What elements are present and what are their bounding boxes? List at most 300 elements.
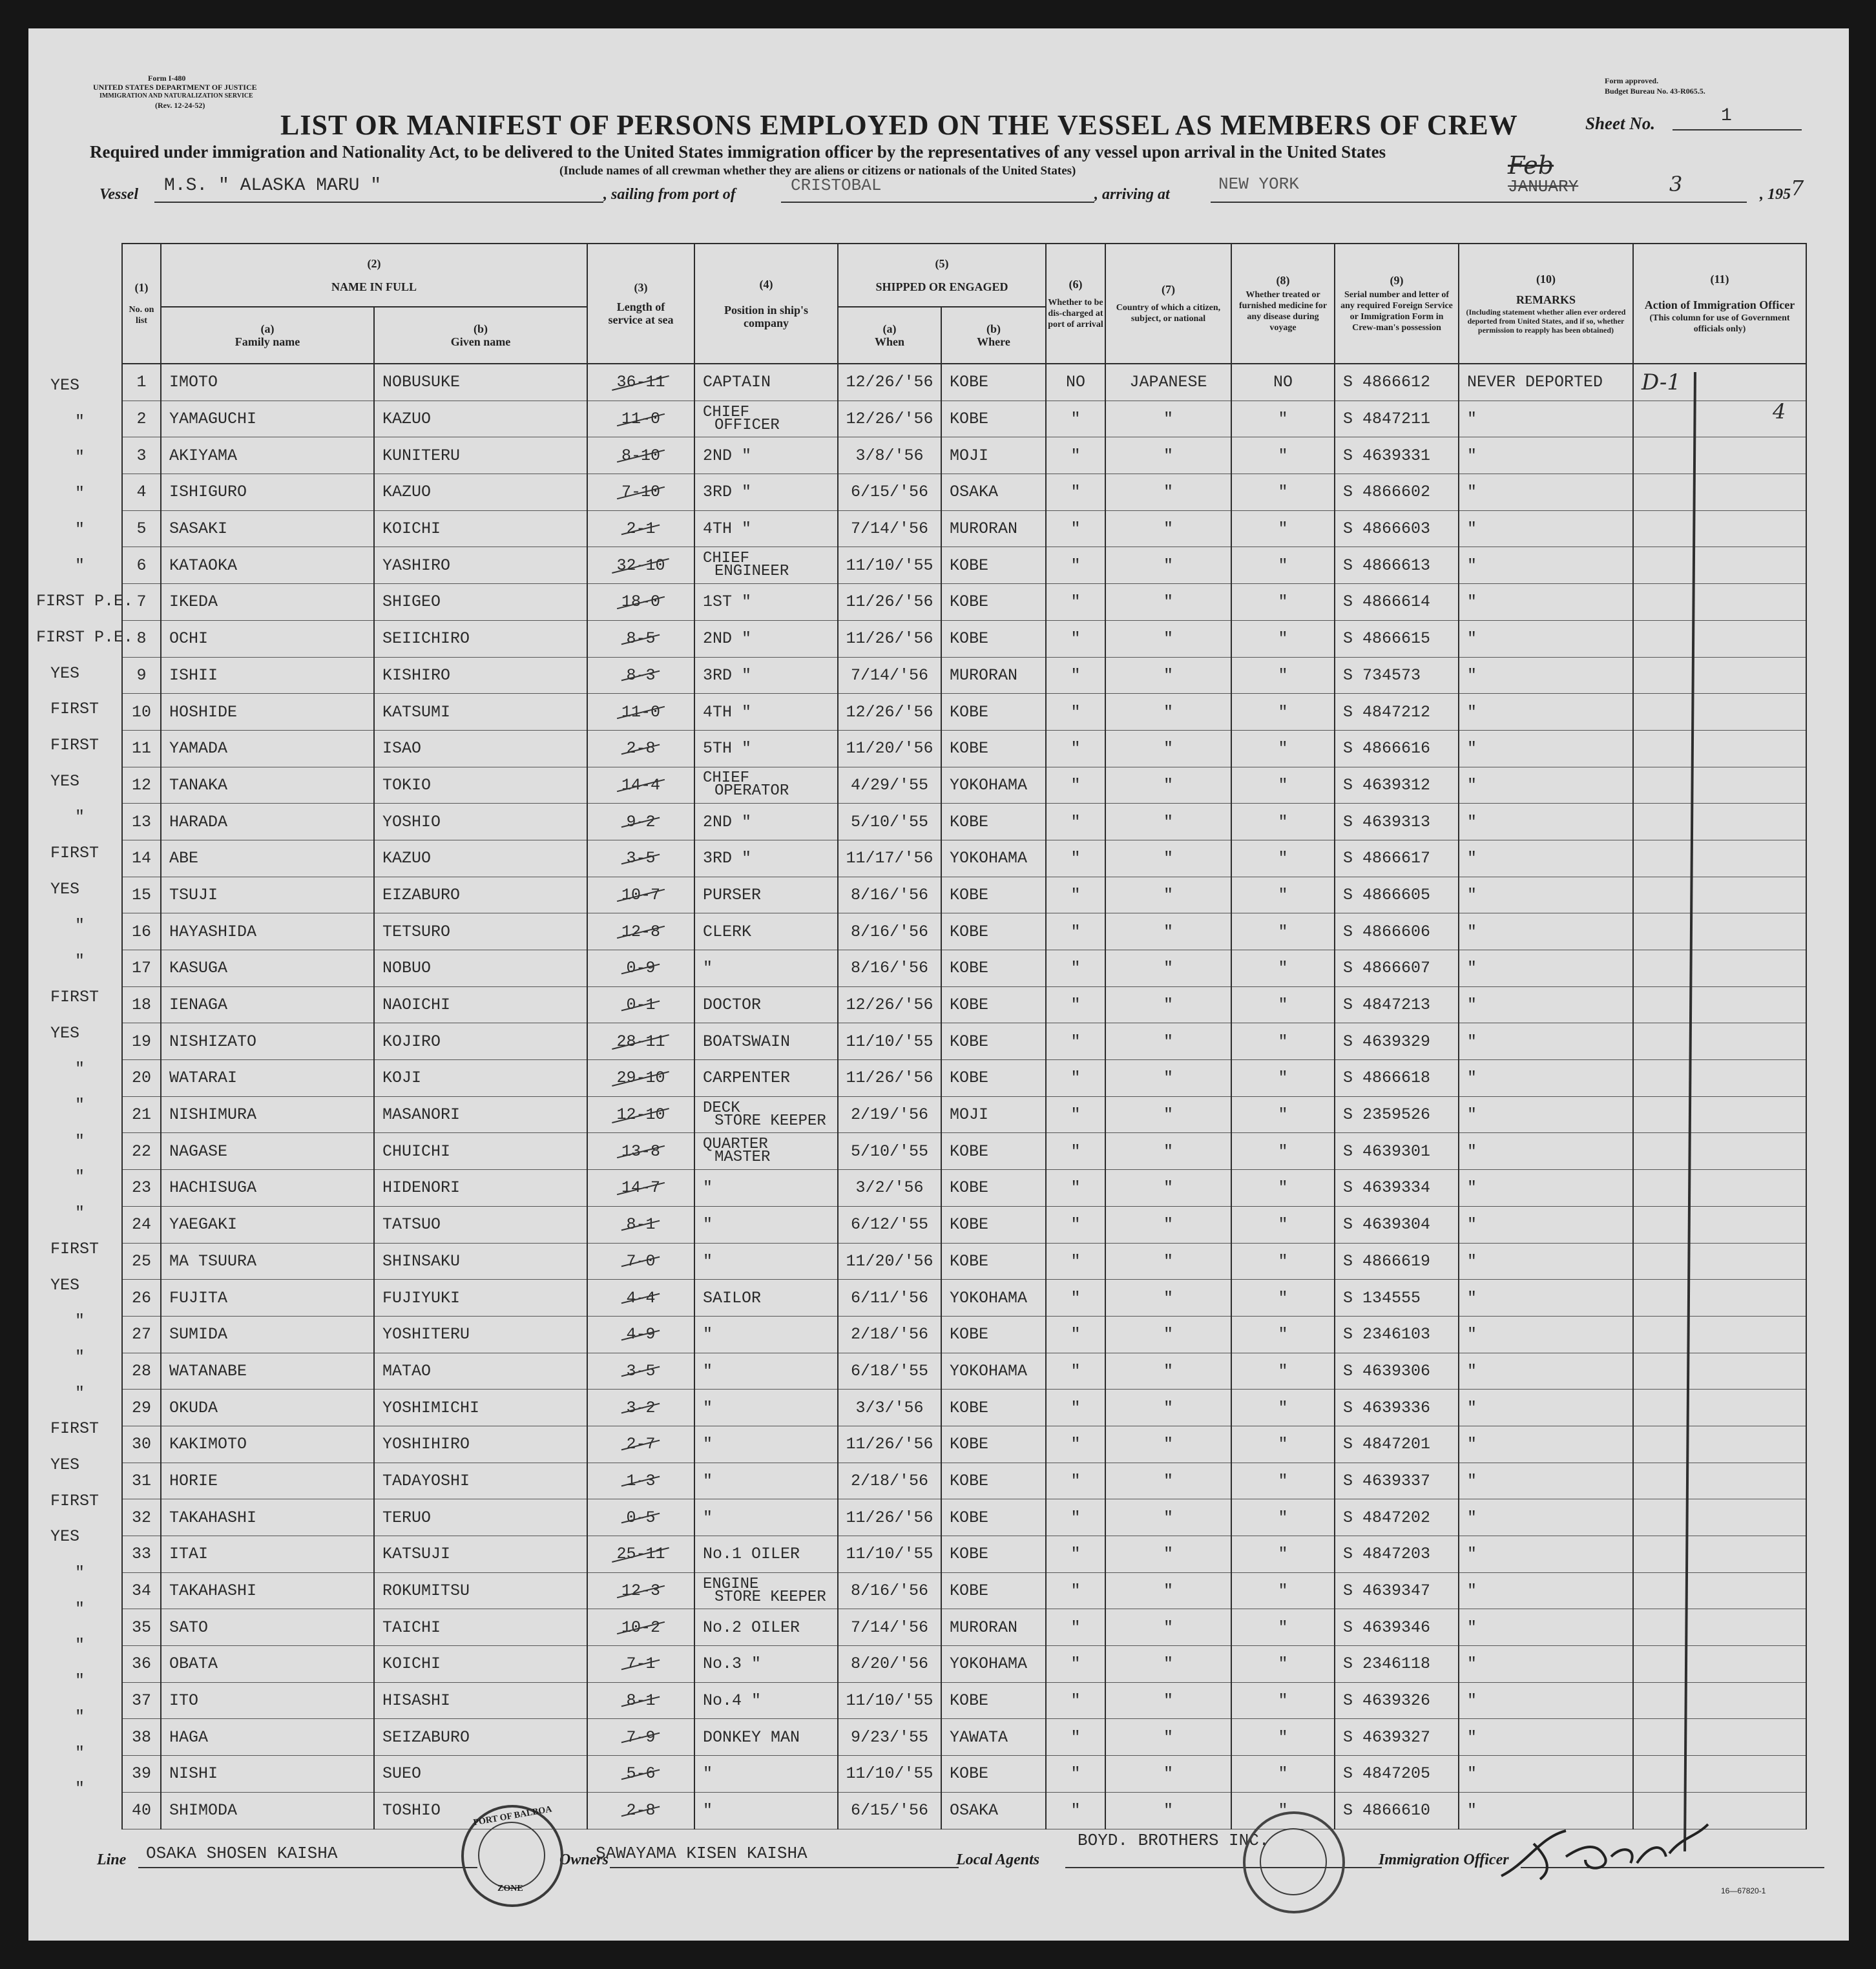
shipped-when-cell: 12/26/'56 bbox=[838, 364, 941, 401]
remarks-cell: " bbox=[1459, 547, 1633, 584]
position-cell: PURSER bbox=[694, 877, 838, 913]
sailing-label: , sailing from port of bbox=[603, 186, 736, 203]
action-cell bbox=[1633, 547, 1806, 584]
position-cell: 3RD " bbox=[694, 840, 838, 877]
family-name-cell: WATARAI bbox=[161, 1060, 374, 1097]
table-row bbox=[122, 1719, 1806, 1756]
margin-mark: " bbox=[75, 1779, 85, 1798]
action-cell bbox=[1633, 1756, 1806, 1793]
row-number-cell: 21 bbox=[122, 1096, 161, 1133]
service-length-cell: 7-1 bbox=[587, 1646, 694, 1683]
family-name-cell: MA TSUURA bbox=[161, 1243, 374, 1280]
shipped-where-cell: OSAKA bbox=[941, 474, 1046, 511]
family-name-cell: OCHI bbox=[161, 620, 374, 657]
given-name-cell: SHINSAKU bbox=[374, 1243, 587, 1280]
agents-value: BOYD. BROTHERS INC. bbox=[1078, 1831, 1269, 1850]
margin-mark: YES bbox=[50, 663, 80, 683]
remarks-cell: " bbox=[1459, 1426, 1633, 1463]
given-name-cell: YOSHIHIRO bbox=[374, 1426, 587, 1463]
serial-number-cell: S 4866610 bbox=[1335, 1792, 1459, 1829]
position-cell: " bbox=[694, 1243, 838, 1280]
remarks-cell: " bbox=[1459, 620, 1633, 657]
family-name-cell: OBATA bbox=[161, 1646, 374, 1683]
row-number-cell: 14 bbox=[122, 840, 161, 877]
given-name-cell: FUJIYUKI bbox=[374, 1280, 587, 1317]
action-cell bbox=[1633, 1390, 1806, 1426]
medicine-cell: " bbox=[1231, 1756, 1335, 1793]
given-name-cell: TAICHI bbox=[374, 1609, 587, 1646]
discharged-cell: " bbox=[1046, 840, 1105, 877]
shipped-when-cell: 2/18/'56 bbox=[838, 1463, 941, 1499]
country-cell: " bbox=[1105, 1719, 1231, 1756]
given-name-cell: MATAO bbox=[374, 1353, 587, 1390]
position-cell: QUARTER MASTER bbox=[694, 1133, 838, 1170]
officer-signature bbox=[1488, 1818, 1721, 1889]
shipped-when-cell: 11/10/'55 bbox=[838, 1756, 941, 1793]
discharged-cell: " bbox=[1046, 986, 1105, 1023]
medicine-cell: " bbox=[1231, 913, 1335, 950]
shipped-where-cell: MOJI bbox=[941, 1096, 1046, 1133]
given-name-cell: KATSUMI bbox=[374, 694, 587, 731]
service-length-cell: 12-10 bbox=[587, 1096, 694, 1133]
remarks-cell: " bbox=[1459, 1499, 1633, 1536]
serial-number-cell: S 4639306 bbox=[1335, 1353, 1459, 1390]
position-cell: CAPTAIN bbox=[694, 364, 838, 401]
shipped-when-cell: 3/3/'56 bbox=[838, 1390, 941, 1426]
row-number-cell: 39 bbox=[122, 1756, 161, 1793]
remarks-cell: " bbox=[1459, 950, 1633, 987]
margin-mark: FIRST bbox=[50, 987, 99, 1006]
margin-mark: YES bbox=[50, 771, 80, 791]
given-name-cell: NAOICHI bbox=[374, 986, 587, 1023]
shipped-where-cell: KOBE bbox=[941, 1572, 1046, 1609]
row-number-cell: 28 bbox=[122, 1353, 161, 1390]
country-cell: " bbox=[1105, 767, 1231, 804]
margin-mark: " bbox=[75, 1347, 85, 1366]
discharged-cell: " bbox=[1046, 620, 1105, 657]
arrival-day: 3 bbox=[1669, 172, 1683, 196]
position-cell: " bbox=[694, 1353, 838, 1390]
discharged-cell: " bbox=[1046, 1280, 1105, 1317]
row-number-cell: 36 bbox=[122, 1646, 161, 1683]
shipped-when-cell: 11/10/'55 bbox=[838, 1682, 941, 1719]
given-name-cell: MASANORI bbox=[374, 1096, 587, 1133]
margin-mark: FIRST P.E. bbox=[36, 592, 134, 611]
row-number-cell: 1 bbox=[122, 364, 161, 401]
shipped-when-cell: 7/14/'56 bbox=[838, 1609, 941, 1646]
row-number-cell: 8 bbox=[122, 620, 161, 657]
family-name-cell: TANAKA bbox=[161, 767, 374, 804]
row-number-cell: 13 bbox=[122, 804, 161, 840]
position-cell: " bbox=[694, 1316, 838, 1353]
family-name-subheader: (a) Family name bbox=[161, 307, 374, 364]
country-cell: " bbox=[1105, 620, 1231, 657]
country-cell: " bbox=[1105, 1170, 1231, 1207]
service-length-cell: 0-9 bbox=[587, 950, 694, 987]
shipped-where-cell: KOBE bbox=[941, 1463, 1046, 1499]
discharged-cell: " bbox=[1046, 1316, 1105, 1353]
given-name-cell: HIDENORI bbox=[374, 1170, 587, 1207]
row-number-cell: 27 bbox=[122, 1316, 161, 1353]
required-statement: Required under immigration and Nationality Act, to be delivered to the United States immigration officer by the representatives of any vessel upon arrival in the United States bbox=[90, 142, 1386, 161]
service-length-cell: 7-10 bbox=[587, 474, 694, 511]
action-cell bbox=[1633, 1426, 1806, 1463]
service-length-cell: 28-11 bbox=[587, 1023, 694, 1060]
discharged-cell: " bbox=[1046, 804, 1105, 840]
service-length-cell: 1-3 bbox=[587, 1463, 694, 1499]
position-cell: " bbox=[694, 1499, 838, 1536]
position-cell: 1ST " bbox=[694, 584, 838, 621]
discharged-cell: " bbox=[1046, 1133, 1105, 1170]
shipped-where-cell: MURORAN bbox=[941, 510, 1046, 547]
family-name-cell: HACHISUGA bbox=[161, 1170, 374, 1207]
col-4-header: (4) Position in ship's company bbox=[694, 244, 838, 364]
sailing-underline bbox=[781, 202, 1094, 203]
margin-mark: YES bbox=[50, 879, 80, 899]
service-length-cell: 2-8 bbox=[587, 1792, 694, 1829]
medicine-cell: " bbox=[1231, 1536, 1335, 1573]
remarks-cell: " bbox=[1459, 1609, 1633, 1646]
position-cell: SAILOR bbox=[694, 1280, 838, 1317]
medicine-cell: " bbox=[1231, 1060, 1335, 1097]
discharged-cell: " bbox=[1046, 767, 1105, 804]
shipped-when-cell: 11/26/'56 bbox=[838, 1426, 941, 1463]
action-cell bbox=[1633, 1463, 1806, 1499]
position-cell: 2ND " bbox=[694, 620, 838, 657]
position-cell: CHIEF OFFICER bbox=[694, 401, 838, 437]
sheet-underline bbox=[1673, 129, 1802, 130]
action-cell bbox=[1633, 1096, 1806, 1133]
shipped-when-cell: 5/10/'55 bbox=[838, 804, 941, 840]
row-number-cell: 3 bbox=[122, 437, 161, 474]
row-number-cell: 31 bbox=[122, 1463, 161, 1499]
service-length-cell: 2-8 bbox=[587, 730, 694, 767]
country-cell: " bbox=[1105, 877, 1231, 913]
medicine-cell: " bbox=[1231, 1792, 1335, 1829]
margin-mark: FIRST bbox=[50, 700, 99, 719]
discharged-cell: " bbox=[1046, 1390, 1105, 1426]
service-length-cell: 18-0 bbox=[587, 584, 694, 621]
medicine-cell: " bbox=[1231, 730, 1335, 767]
when-subheader: (a) When bbox=[838, 307, 941, 364]
remarks-cell: " bbox=[1459, 657, 1633, 694]
discharged-cell: " bbox=[1046, 1719, 1105, 1756]
table-row bbox=[122, 1316, 1806, 1353]
service-length-cell: 3-5 bbox=[587, 1353, 694, 1390]
col-6-header: (6) Whether to be dis-charged at port of arrival bbox=[1046, 244, 1105, 364]
position-cell: 3RD " bbox=[694, 474, 838, 511]
given-name-cell: NOBUO bbox=[374, 950, 587, 987]
remarks-cell: " bbox=[1459, 1023, 1633, 1060]
medicine-cell: " bbox=[1231, 1096, 1335, 1133]
serial-number-cell: S 4639346 bbox=[1335, 1609, 1459, 1646]
family-name-cell: HAGA bbox=[161, 1719, 374, 1756]
vessel-label: Vessel bbox=[99, 186, 138, 203]
row-number-cell: 34 bbox=[122, 1572, 161, 1609]
country-cell: " bbox=[1105, 1206, 1231, 1243]
given-name-cell: ROKUMITSU bbox=[374, 1572, 587, 1609]
agency-name: UNITED STATES DEPARTMENT OF JUSTICE bbox=[93, 83, 257, 92]
where-subheader: (b) Where bbox=[941, 307, 1046, 364]
shipped-when-cell: 9/23/'55 bbox=[838, 1719, 941, 1756]
medicine-cell: NO bbox=[1231, 364, 1335, 401]
given-name-cell: TERUO bbox=[374, 1499, 587, 1536]
medicine-cell: " bbox=[1231, 986, 1335, 1023]
serial-number-cell: S 734573 bbox=[1335, 657, 1459, 694]
margin-mark: YES bbox=[50, 1023, 80, 1043]
margin-mark: " bbox=[75, 1743, 85, 1762]
service-length-cell: 3-2 bbox=[587, 1390, 694, 1426]
owners-value: SAWAYAMA KISEN KAISHA bbox=[596, 1844, 808, 1863]
shipped-where-cell: KOBE bbox=[941, 1206, 1046, 1243]
position-cell: " bbox=[694, 1792, 838, 1829]
service-length-cell: 25-11 bbox=[587, 1536, 694, 1573]
remarks-cell: " bbox=[1459, 1206, 1633, 1243]
given-name-cell: SEIICHIRO bbox=[374, 620, 587, 657]
remarks-cell: " bbox=[1459, 1463, 1633, 1499]
medicine-cell: " bbox=[1231, 620, 1335, 657]
action-cell bbox=[1633, 1170, 1806, 1207]
remarks-cell: NEVER DEPORTED bbox=[1459, 364, 1633, 401]
medicine-cell: " bbox=[1231, 584, 1335, 621]
service-length-cell: 13-8 bbox=[587, 1133, 694, 1170]
country-cell: " bbox=[1105, 1646, 1231, 1683]
agents-label: Local Agents bbox=[956, 1851, 1040, 1868]
row-number-cell: 7 bbox=[122, 584, 161, 621]
action-cell bbox=[1633, 1243, 1806, 1280]
sheet-number: 1 bbox=[1721, 106, 1732, 126]
country-cell: " bbox=[1105, 547, 1231, 584]
medicine-cell: " bbox=[1231, 1353, 1335, 1390]
given-name-cell: KOICHI bbox=[374, 510, 587, 547]
serial-number-cell: S 4866619 bbox=[1335, 1243, 1459, 1280]
shipped-when-cell: 7/14/'56 bbox=[838, 510, 941, 547]
table-row bbox=[122, 1609, 1806, 1646]
line-underline bbox=[138, 1867, 477, 1868]
table-row bbox=[122, 1133, 1806, 1170]
table-row bbox=[122, 1426, 1806, 1463]
medicine-cell: " bbox=[1231, 1390, 1335, 1426]
serial-number-cell: S 4847201 bbox=[1335, 1426, 1459, 1463]
family-name-cell: FUJITA bbox=[161, 1280, 374, 1317]
discharged-cell: " bbox=[1046, 1353, 1105, 1390]
year-label: , 195 bbox=[1760, 186, 1791, 203]
serial-number-cell: S 4847205 bbox=[1335, 1756, 1459, 1793]
discharged-cell: " bbox=[1046, 694, 1105, 731]
shipped-where-cell: KOBE bbox=[941, 694, 1046, 731]
shipped-when-cell: 11/26/'56 bbox=[838, 1060, 941, 1097]
action-cell bbox=[1633, 1280, 1806, 1317]
margin-mark: " bbox=[75, 1671, 85, 1691]
discharged-cell: " bbox=[1046, 1023, 1105, 1060]
shipped-where-cell: KOBE bbox=[941, 804, 1046, 840]
shipped-when-cell: 11/26/'56 bbox=[838, 620, 941, 657]
shipped-where-cell: YOKOHAMA bbox=[941, 1353, 1046, 1390]
family-name-cell: ABE bbox=[161, 840, 374, 877]
country-cell: " bbox=[1105, 1682, 1231, 1719]
margin-mark: " bbox=[75, 1707, 85, 1726]
shipped-when-cell: 12/26/'56 bbox=[838, 986, 941, 1023]
position-cell: DONKEY MAN bbox=[694, 1719, 838, 1756]
family-name-cell: ITO bbox=[161, 1682, 374, 1719]
margin-mark: " bbox=[75, 915, 85, 935]
shipped-where-cell: KOBE bbox=[941, 1170, 1046, 1207]
given-name-cell: KAZUO bbox=[374, 401, 587, 437]
discharged-cell: " bbox=[1046, 1609, 1105, 1646]
margin-mark: " bbox=[75, 412, 85, 431]
service-length-cell: 8-1 bbox=[587, 1682, 694, 1719]
shipped-when-cell: 11/17/'56 bbox=[838, 840, 941, 877]
shipped-where-cell: KOBE bbox=[941, 364, 1046, 401]
position-cell: No.4 " bbox=[694, 1682, 838, 1719]
family-name-cell: ISHIGURO bbox=[161, 474, 374, 511]
family-name-cell: AKIYAMA bbox=[161, 437, 374, 474]
service-length-cell: 9-2 bbox=[587, 804, 694, 840]
discharged-cell: " bbox=[1046, 657, 1105, 694]
shipped-when-cell: 8/16/'56 bbox=[838, 950, 941, 987]
family-name-cell: NAGASE bbox=[161, 1133, 374, 1170]
family-name-cell: YAMADA bbox=[161, 730, 374, 767]
medicine-cell: " bbox=[1231, 1206, 1335, 1243]
discharged-cell: " bbox=[1046, 1536, 1105, 1573]
family-name-cell: YAMAGUCHI bbox=[161, 401, 374, 437]
table-row bbox=[122, 547, 1806, 584]
country-cell: JAPANESE bbox=[1105, 364, 1231, 401]
shipped-where-cell: MOJI bbox=[941, 437, 1046, 474]
table-row bbox=[122, 877, 1806, 913]
medicine-cell: " bbox=[1231, 437, 1335, 474]
shipped-where-cell: KOBE bbox=[941, 877, 1046, 913]
country-cell: " bbox=[1105, 1353, 1231, 1390]
shipped-where-cell: KOBE bbox=[941, 1756, 1046, 1793]
action-cell bbox=[1633, 474, 1806, 511]
shipped-when-cell: 7/14/'56 bbox=[838, 657, 941, 694]
table-row bbox=[122, 1536, 1806, 1573]
officer-label: Immigration Officer bbox=[1379, 1851, 1509, 1868]
row-number-cell: 40 bbox=[122, 1792, 161, 1829]
shipped-where-cell: KOBE bbox=[941, 547, 1046, 584]
discharged-cell: NO bbox=[1046, 364, 1105, 401]
service-length-cell: 8-5 bbox=[587, 620, 694, 657]
margin-mark: " bbox=[75, 952, 85, 971]
remarks-cell: " bbox=[1459, 1243, 1633, 1280]
shipped-when-cell: 8/16/'56 bbox=[838, 877, 941, 913]
remarks-cell: " bbox=[1459, 804, 1633, 840]
serial-number-cell: S 4639329 bbox=[1335, 1023, 1459, 1060]
serial-number-cell: S 4866606 bbox=[1335, 913, 1459, 950]
shipped-where-cell: KOBE bbox=[941, 620, 1046, 657]
medicine-cell: " bbox=[1231, 767, 1335, 804]
margin-mark: " bbox=[75, 1311, 85, 1331]
shipped-where-cell: KOBE bbox=[941, 1133, 1046, 1170]
col-3-header: (3) Length of service at sea bbox=[587, 244, 694, 364]
position-cell: " bbox=[694, 1756, 838, 1793]
table-row bbox=[122, 1060, 1806, 1097]
row-number-cell: 26 bbox=[122, 1280, 161, 1317]
medicine-cell: " bbox=[1231, 950, 1335, 987]
serial-number-cell: S 4866603 bbox=[1335, 510, 1459, 547]
country-cell: " bbox=[1105, 1096, 1231, 1133]
table-row bbox=[122, 620, 1806, 657]
shipped-where-cell: KOBE bbox=[941, 1060, 1046, 1097]
shipped-where-cell: KOBE bbox=[941, 401, 1046, 437]
service-length-cell: 2-7 bbox=[587, 1426, 694, 1463]
port-stamp-left: PORT OF BALBOA ZONE bbox=[461, 1805, 563, 1907]
serial-number-cell: S 4866618 bbox=[1335, 1060, 1459, 1097]
family-name-cell: ITAI bbox=[161, 1536, 374, 1573]
table-row bbox=[122, 1646, 1806, 1683]
serial-number-cell: S 4847212 bbox=[1335, 694, 1459, 731]
position-cell: " bbox=[694, 1390, 838, 1426]
remarks-cell: " bbox=[1459, 584, 1633, 621]
row-number-cell: 24 bbox=[122, 1206, 161, 1243]
row-number-cell: 33 bbox=[122, 1536, 161, 1573]
given-name-cell: SUEO bbox=[374, 1756, 587, 1793]
form-number: Form I-480 bbox=[148, 74, 186, 83]
shipped-where-cell: KOBE bbox=[941, 1426, 1046, 1463]
shipped-when-cell: 11/20/'56 bbox=[838, 730, 941, 767]
shipped-where-cell: KOBE bbox=[941, 1499, 1046, 1536]
family-name-cell: IKEDA bbox=[161, 584, 374, 621]
action-cell bbox=[1633, 1646, 1806, 1683]
country-cell: " bbox=[1105, 840, 1231, 877]
row-number-cell: 35 bbox=[122, 1609, 161, 1646]
medicine-cell: " bbox=[1231, 1170, 1335, 1207]
row-number-cell: 32 bbox=[122, 1499, 161, 1536]
serial-number-cell: S 4866602 bbox=[1335, 474, 1459, 511]
table-row bbox=[122, 1170, 1806, 1207]
shipped-where-cell: KOBE bbox=[941, 986, 1046, 1023]
action-cell bbox=[1633, 804, 1806, 840]
position-cell: " bbox=[694, 950, 838, 987]
discharged-cell: " bbox=[1046, 1243, 1105, 1280]
shipped-where-cell: MURORAN bbox=[941, 1609, 1046, 1646]
table-row bbox=[122, 1756, 1806, 1793]
form-revision: (Rev. 12-24-52) bbox=[155, 101, 205, 110]
remarks-cell: " bbox=[1459, 986, 1633, 1023]
given-name-cell: KAZUO bbox=[374, 474, 587, 511]
row-number-cell: 4 bbox=[122, 474, 161, 511]
serial-number-cell: S 4639301 bbox=[1335, 1133, 1459, 1170]
position-cell: 2ND " bbox=[694, 437, 838, 474]
table-row bbox=[122, 474, 1806, 511]
remarks-cell: " bbox=[1459, 1280, 1633, 1317]
margin-mark: " bbox=[75, 519, 85, 539]
shipped-when-cell: 3/2/'56 bbox=[838, 1170, 941, 1207]
port-stamp-right bbox=[1243, 1811, 1345, 1913]
given-name-cell: HISASHI bbox=[374, 1682, 587, 1719]
remarks-cell: " bbox=[1459, 1756, 1633, 1793]
shipped-when-cell: 12/26/'56 bbox=[838, 401, 941, 437]
discharged-cell: " bbox=[1046, 913, 1105, 950]
position-cell: CLERK bbox=[694, 913, 838, 950]
given-name-cell: TATSUO bbox=[374, 1206, 587, 1243]
table-row bbox=[122, 510, 1806, 547]
medicine-cell: " bbox=[1231, 1682, 1335, 1719]
position-cell: CARPENTER bbox=[694, 1060, 838, 1097]
given-name-cell: KOJIRO bbox=[374, 1023, 587, 1060]
row-number-cell: 9 bbox=[122, 657, 161, 694]
shipped-when-cell: 2/18/'56 bbox=[838, 1316, 941, 1353]
table-row bbox=[122, 1463, 1806, 1499]
serial-number-cell: S 4847203 bbox=[1335, 1536, 1459, 1573]
action-cell: D-1 bbox=[1633, 364, 1806, 401]
col-11-header: (11) Action of Immigration Officer (This column for use of Government officials only) bbox=[1633, 244, 1806, 364]
serial-number-cell: S 4866605 bbox=[1335, 877, 1459, 913]
position-cell: No.1 OILER bbox=[694, 1536, 838, 1573]
shipped-where-cell: KOBE bbox=[941, 913, 1046, 950]
table-row bbox=[122, 657, 1806, 694]
